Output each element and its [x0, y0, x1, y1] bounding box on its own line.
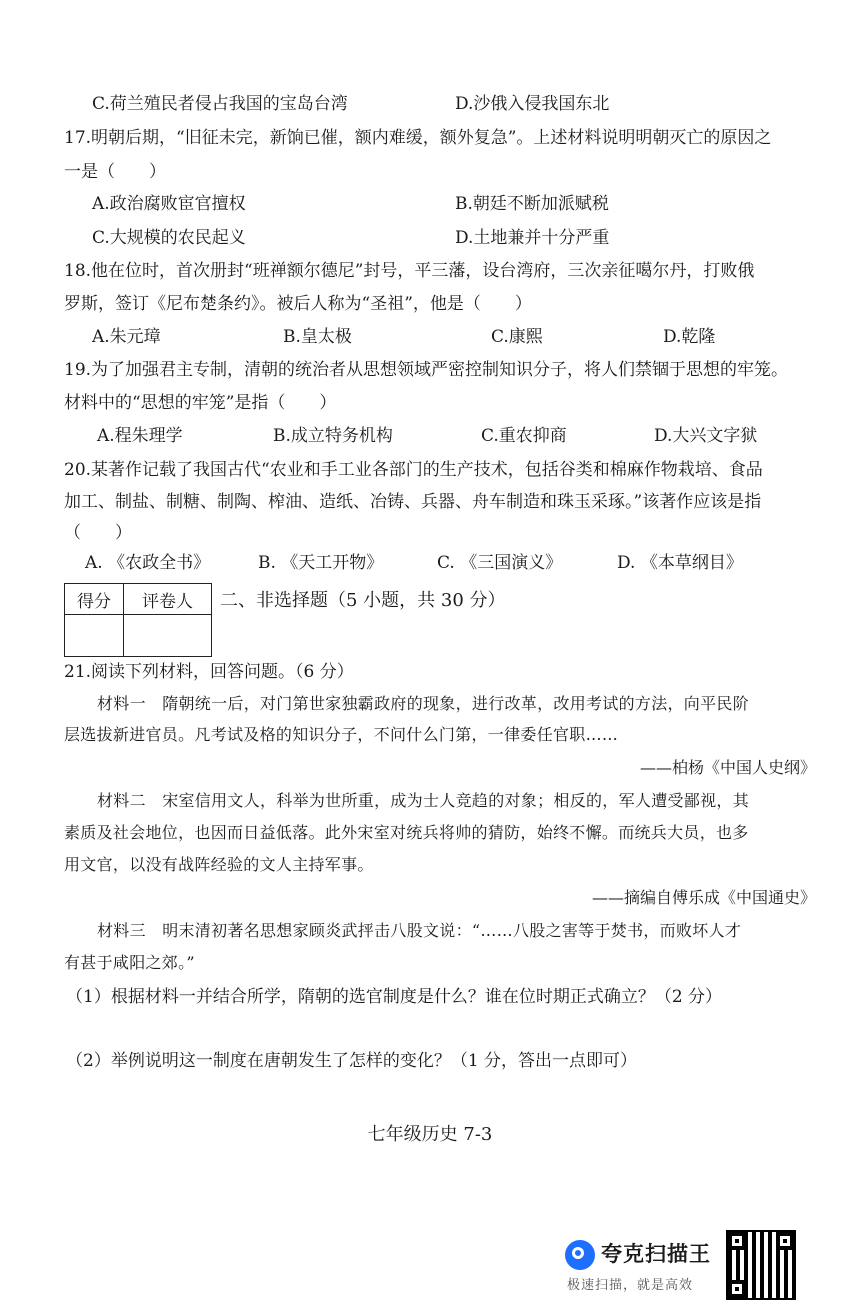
q20-option-b: B. 《天工开物》	[258, 553, 384, 573]
q19-stem-line1: 19.为了加强君主专制，清朝的统治者从思想领域严密控制知识分子，将人们禁锢于思想的牢笼。	[64, 360, 789, 380]
q20-option-c: C. 《三国演义》	[437, 553, 563, 573]
q20-option-d: D. 《本草纲目》	[617, 553, 743, 573]
q19-option-a: A.程朱理学	[97, 426, 183, 446]
score-cell	[65, 615, 124, 657]
q21-material2-line3: 用文官，以没有战阵经验的文人主持军事。	[64, 855, 374, 874]
q18-option-c: C.康熙	[491, 327, 543, 347]
qr-finder-icon	[776, 1232, 794, 1250]
q17-stem-line1: 17.明朝后期，“旧征未完，新饷已催，额内难缓，额外复急”。上述材料说明明朝灭亡的原因之	[64, 128, 772, 148]
grader-cell	[124, 615, 212, 657]
q19-option-c: C.重农抑商	[481, 426, 567, 446]
quark-logo-icon	[565, 1240, 595, 1270]
q21-material1-line2: 层选拔新进官员。凡考试及格的知识分子，不问什么门第，一律委任官职……	[64, 725, 619, 744]
q21-material2-line1: 材料二 宋室信用文人，科举为世所重，成为士人竞趋的对象；相反的，军人遭受鄙视，其	[97, 791, 750, 810]
watermark-name: 夸克扫描王	[601, 1242, 711, 1266]
q18-stem-line2: 罗斯，签订《尼布楚条约》。被后人称为“圣祖”，他是（ ）	[64, 294, 532, 314]
q17-stem-line2: 一是（ ）	[64, 162, 166, 182]
q21-stem: 21.阅读下列材料，回答问题。（6 分）	[64, 662, 354, 682]
grader-header: 评卷人	[124, 584, 212, 615]
q20-stem-line2: 加工、制盐、制糖、制陶、榨油、造纸、冶铸、兵器、舟车制造和珠玉采琢。”该著作应该是指	[64, 492, 762, 512]
q21-subquestion2: （2）举例说明这一制度在唐朝发生了怎样的变化？（1 分，答出一点即可）	[66, 1051, 638, 1071]
q18-stem-line1: 18.他在位时，首次册封“班禅额尔德尼”封号，平三藩，设台湾府，三次亲征噶尔丹，打败俄	[64, 261, 755, 281]
watermark-slogan: 极速扫描，就是高效	[567, 1278, 694, 1293]
q17-option-d: D.土地兼并十分严重	[455, 228, 610, 248]
q18-option-a: A.朱元璋	[92, 327, 161, 347]
score-header: 得分	[65, 584, 124, 615]
q19-option-d: D.大兴文字狱	[654, 426, 758, 446]
q21-subquestion1: （1）根据材料一并结合所学，隋朝的选官制度是什么？谁在位时期正式确立？（2 分）	[66, 987, 723, 1007]
q19-option-b: B.成立特务机构	[273, 426, 393, 446]
q20-stem-line1: 20.某著作记载了我国古代“农业和手工业各部门的生产技术，包括谷类和棉麻作物栽培、食品	[64, 460, 763, 480]
q20-option-a: A. 《农政全书》	[85, 553, 211, 573]
q17-option-a: A.政治腐败宦官擅权	[92, 194, 246, 214]
score-table	[64, 583, 212, 657]
page-footer: 七年级历史 7-3	[367, 1124, 493, 1145]
q21-material2-source: ——摘编自傅乐成《中国通史》	[591, 888, 816, 907]
scanner-watermark	[565, 1234, 725, 1294]
q20-stem-line3: （ ）	[64, 523, 132, 543]
qr-code-icon	[728, 1232, 794, 1298]
q21-material1-line1: 材料一 隋朝统一后，对门第世家独霸政府的现象，进行改革，改用考试的方法，向平民阶	[97, 694, 750, 713]
q21-material2-line2: 素质及社会地位，也因而日益低落。此外宋室对统兵将帅的猜防，始终不懈。而统兵大员，也多	[64, 823, 749, 842]
q18-option-d: D.乾隆	[663, 327, 716, 347]
q18-option-b: B.皇太极	[283, 327, 352, 347]
q21-material3-line1: 材料三 明末清初著名思想家顾炎武抨击八股文说：“……八股之害等于焚书，而败坏人才	[97, 921, 742, 940]
qr-finder-icon	[728, 1280, 746, 1298]
section2-title: 二、非选择题（5 小题，共 30 分）	[220, 590, 506, 611]
q21-material3-line2: 有甚于咸阳之郊。”	[64, 953, 195, 972]
q19-stem-line2: 材料中的“思想的牢笼”是指（ ）	[64, 393, 337, 413]
q17-option-b: B.朝廷不断加派赋税	[455, 194, 609, 214]
qr-finder-icon	[728, 1232, 746, 1250]
q21-material1-source: ——柏杨《中国人史纲》	[639, 758, 816, 777]
q16-option-c: C.荷兰殖民者侵占我国的宝岛台湾	[92, 94, 348, 114]
q17-option-c: C.大规模的农民起义	[92, 228, 246, 248]
q16-option-d: D.沙俄入侵我国东北	[455, 94, 610, 114]
